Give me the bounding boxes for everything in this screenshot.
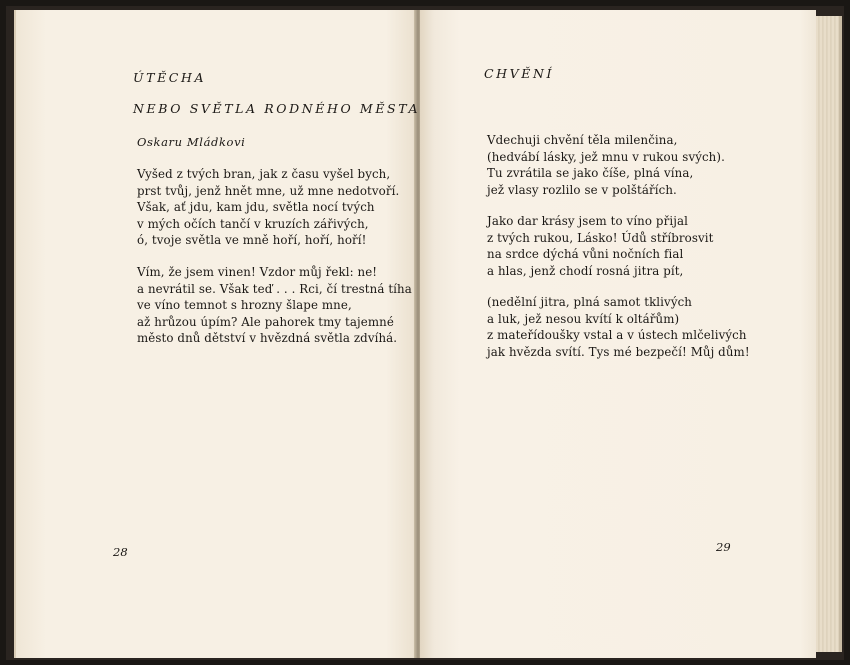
poem-line: na srdce dýchá vůni nočních fial	[487, 247, 684, 261]
right-page-number: 29	[716, 540, 731, 554]
poem-line: jež vlasy rozlilo se v polštářích.	[487, 182, 677, 197]
left-poem-title: ÚTĚCHA	[133, 70, 207, 85]
poem-line: Vyšed z tvých bran, jak z času vyšel bych,	[137, 167, 391, 181]
right-stanza-3	[487, 294, 750, 360]
right-stanza-2	[487, 213, 714, 279]
right-stanza-1	[487, 132, 725, 198]
poem-line: a luk, jež nesou kvítí k oltářům)	[487, 311, 680, 326]
poem-line: z mateřídoušky vstal a v ústech mlčelivých	[487, 328, 747, 342]
left-page-number: 28	[113, 545, 128, 559]
poem-line: ó, tvoje světla ve mně hoří, hoří, hoří!	[137, 233, 367, 247]
poem-line: jak hvězda svítí. Tys mé bezpečí! Můj dům!	[487, 344, 750, 359]
left-stanza-2	[137, 264, 412, 347]
left-poem-subtitle: NEBO SVĚTLA RODNÉHO MĚSTA	[133, 101, 421, 116]
poem-line: Vdechuji chvění těla milenčina,	[487, 133, 678, 147]
poem-line: až hrůzou úpím? Ale pahorek tmy tajemné	[137, 314, 394, 329]
poem-line: Vím, že jsem vinen! Vzdor můj řekl: ne!	[137, 265, 378, 279]
poem-line: v mých očích tančí v kruzích zářivých,	[137, 216, 369, 231]
poem-line: z tvých rukou, Lásko! Údů stříbrosvit	[487, 230, 714, 245]
left-stanza-1	[137, 166, 399, 249]
poem-dedication: Oskaru Mládkovi	[137, 135, 246, 149]
page-edges	[816, 16, 842, 652]
poem-line: prst tvůj, jenž hnět mne, už mne nedotvoří.	[137, 183, 400, 198]
right-poem-title: CHVĚNÍ	[484, 66, 555, 81]
poem-line: a hlas, jenž chodí rosná jitra pít,	[487, 263, 684, 278]
poem-line: a nevrátil se. Však teď . . . Rci, čí trestná tíha	[137, 281, 412, 296]
poem-line: Jako dar krásy jsem to víno přijal	[487, 214, 688, 228]
poem-line: (nedělní jitra, plná samot tklivých	[487, 295, 692, 309]
poem-line: (hedvábí lásky, jež mnu v rukou svých).	[487, 149, 725, 164]
poem-line: Však, ať jdu, kam jdu, světla nocí tvých	[137, 200, 375, 214]
poem-line: ve víno temnot s hrozny šlape mne,	[137, 298, 352, 312]
poem-line: město dnů dětství v hvězdná světla zdvíhá.	[137, 331, 398, 345]
poem-line: Tu zvrátila se jako číše, plná vína,	[487, 166, 694, 180]
